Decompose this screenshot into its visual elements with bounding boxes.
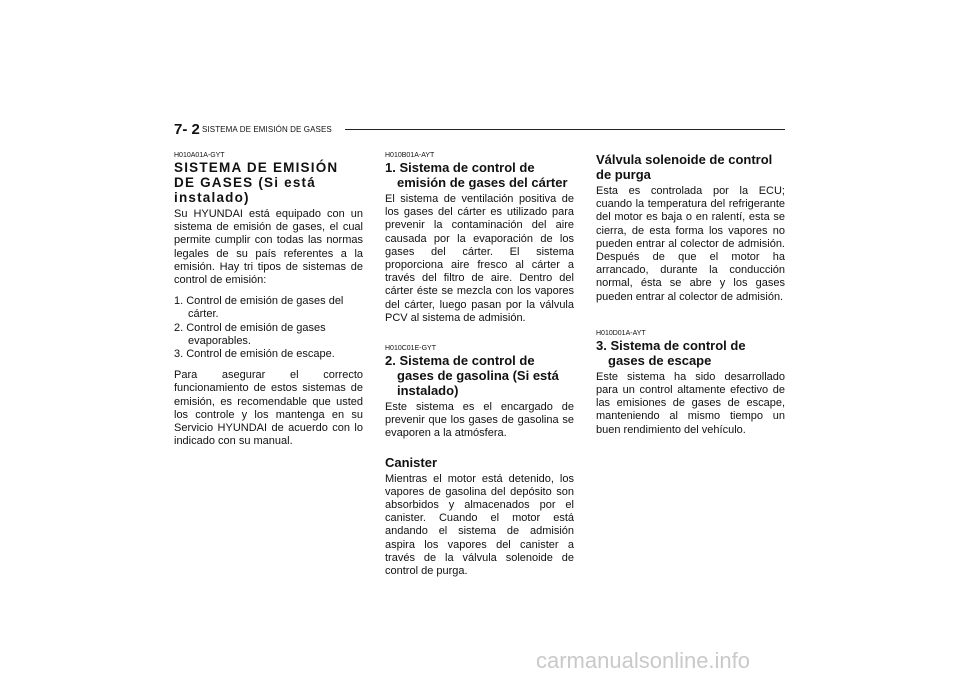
canister-heading: Canister bbox=[385, 454, 438, 470]
section-code: H010B01A-AYT bbox=[385, 152, 435, 159]
section-code: H010C01E-GYT bbox=[385, 345, 436, 353]
section-code: H010D01A-AYT bbox=[596, 329, 646, 337]
main-heading: SISTEMA DE EMISIÓN DE GASES (Si está instalado) bbox=[174, 160, 339, 205]
closing-paragraph: Para asegurar el correcto funcionamiento de estos sistemas de emisión, es recomendable que usted los controle y los mantenga en su Servicio HYUNDAI de acuerdo con lo indicado con su manual. bbox=[174, 369, 363, 448]
header-divider bbox=[345, 129, 785, 130]
list-item: 3. Control de emisión de escape. bbox=[174, 348, 335, 361]
canister-paragraph: Mientras el motor está detenido, los vapores de gasolina del depósito son absorbidos y almacenados por el canister. Cuando el motor está andando el sistema de admisión aspira los vapores del canister a través de la válvula solenoide de control de purga. bbox=[385, 472, 574, 578]
section-title: SISTEMA DE EMISIÓN DE GASES bbox=[202, 125, 332, 134]
evaporative-paragraph: Este sistema es el encargado de prevenir que los gases de gasolina se evaporen a la atmósfera. bbox=[385, 401, 574, 440]
intro-paragraph: Su HYUNDAI está equipado con un sistema de emisión de gases, el cual permite cumplir con todas las normas legales de su país referentes a la emisión. Hay tri tipos de sistemas de control de emisión: bbox=[174, 208, 363, 287]
column-3 bbox=[596, 152, 785, 437]
list-item: 2. Control de emisión de gases evaporables. bbox=[174, 321, 326, 347]
exhaust-heading: 3. Sistema de control de gases de escape bbox=[596, 337, 746, 368]
exhaust-paragraph: Este sistema ha sido desarrollado para un control altamente efectivo de las emisiones de gases de escape, manteniendo al mismo tiempo un buen rendimiento del vehículo. bbox=[596, 370, 785, 436]
watermark: carmanualsonline.info bbox=[536, 648, 751, 673]
column-2 bbox=[385, 152, 574, 578]
section-code: H010A01A-GYT bbox=[174, 152, 225, 159]
purge-valve-paragraph: Esta es controlada por la ECU; cuando la temperatura del refrigerante del motor es baja o en ralentí, esta se cierra, de esta forma los vapores no pueden entrar al colector de admisión. Después de que el motor ha arrancado, durante la conducción normal, ésta se abre y los gases pueden entrar al colector de admisión. bbox=[596, 185, 785, 303]
evaporative-heading: 2. Sistema de control de gases de gasolina (Si está instalado) bbox=[385, 353, 559, 399]
emission-list bbox=[174, 295, 363, 361]
column-1 bbox=[174, 152, 363, 448]
page-number: 7- 2 bbox=[174, 121, 200, 138]
purge-valve-heading: Válvula solenoide de control de purga bbox=[596, 152, 773, 182]
list-item: 1. Control de emisión de gases del cárter. bbox=[174, 295, 344, 321]
crankcase-paragraph: El sistema de ventilación positiva de los gases del cárter es utilizado para prevenir la contaminación del aire causada por la evaporación de los gases del cárter. El sistema proporciona aire fresco al cárter a través del filtro de aire. Dentro del cárter éste se mezcla con los vapores del cárter, luego pasan por la válvula PCV al sistema de admisión. bbox=[385, 193, 574, 324]
crankcase-heading: 1. Sistema de control de emisión de gases del cárter bbox=[385, 160, 568, 190]
